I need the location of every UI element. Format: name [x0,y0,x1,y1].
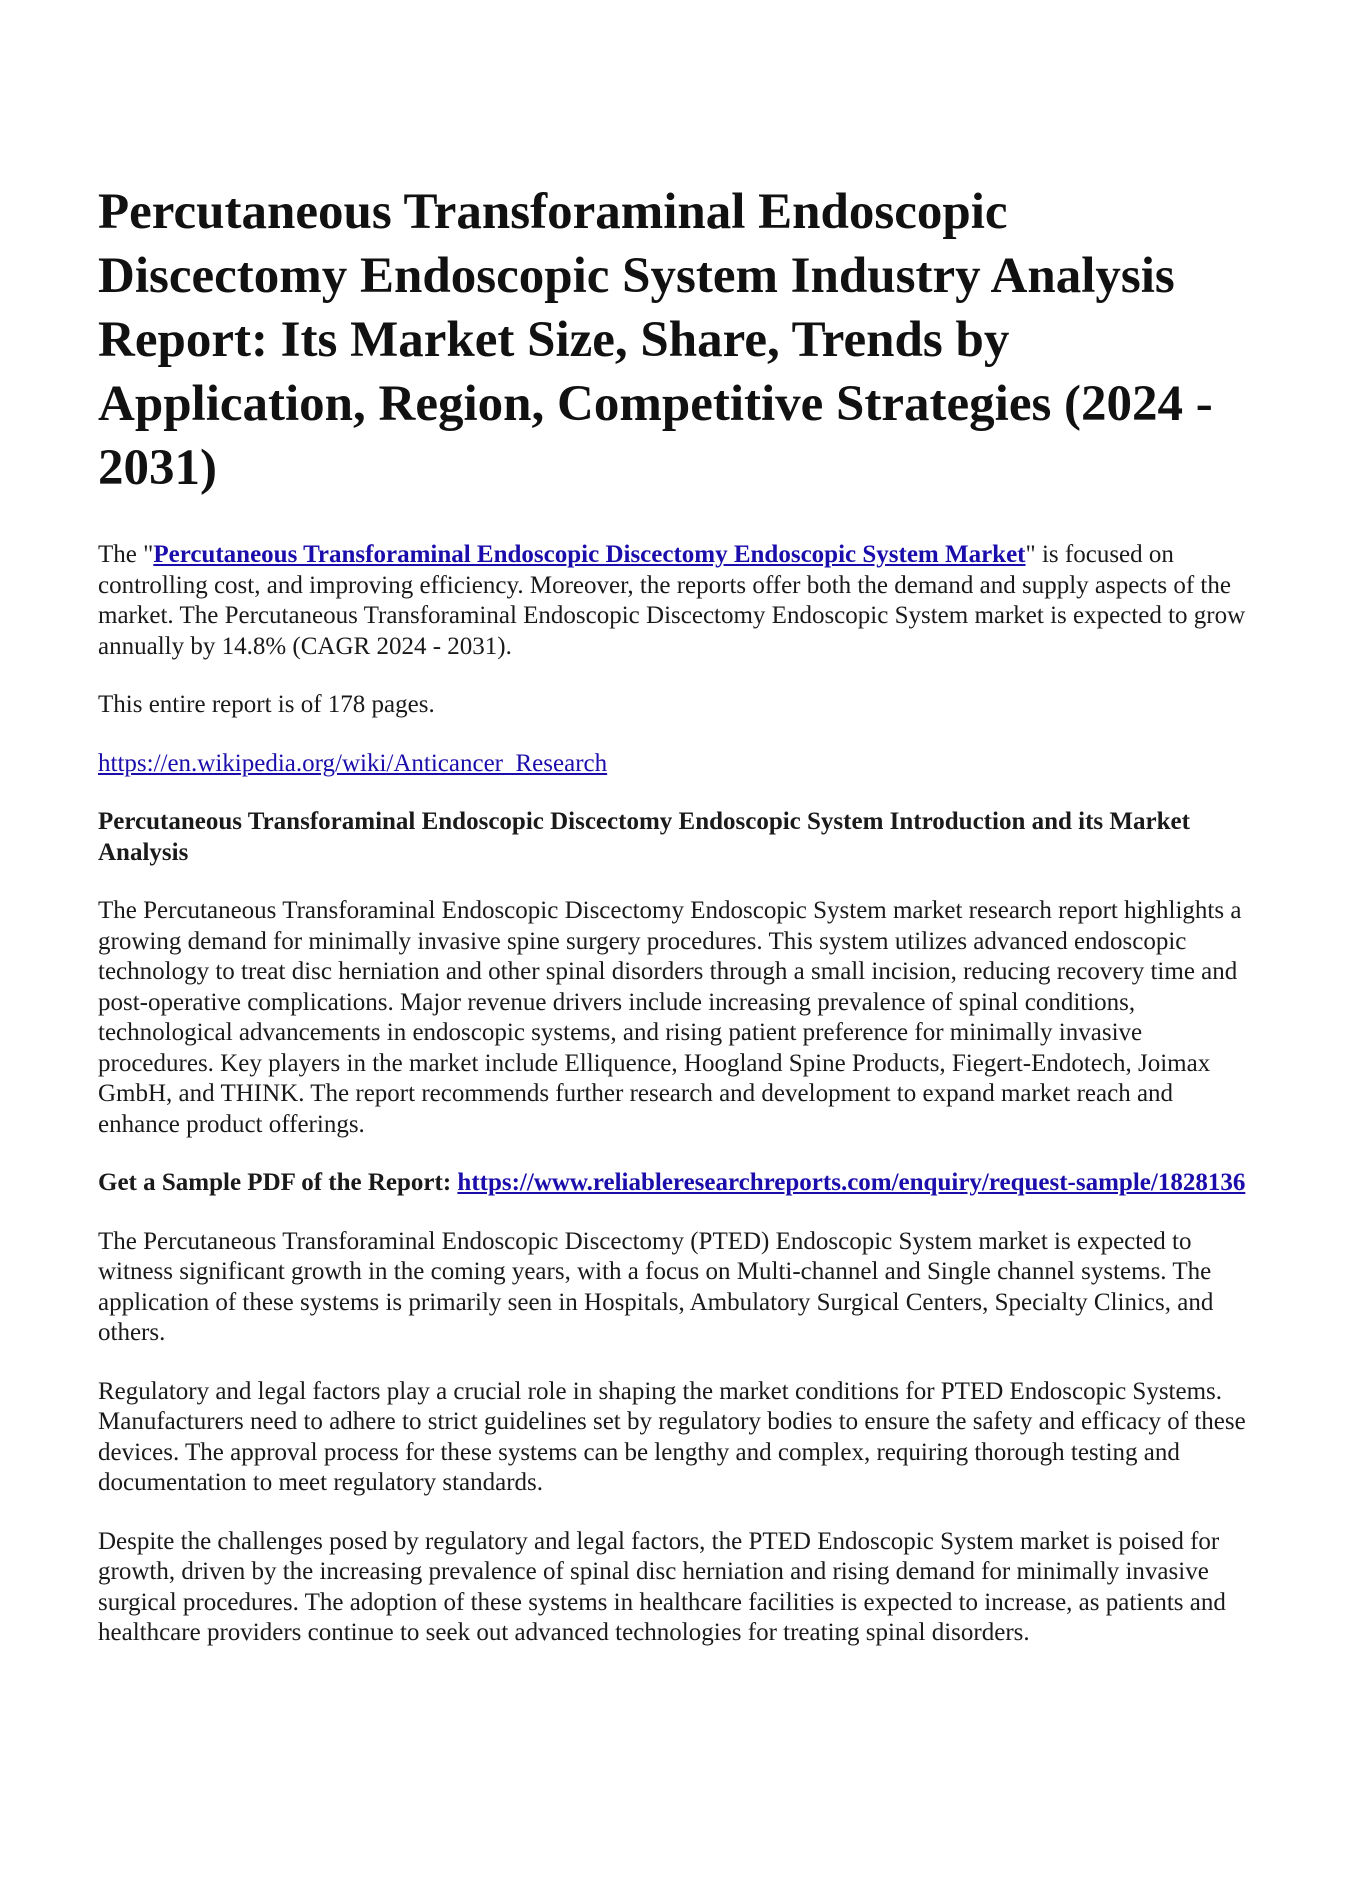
sample-pdf-link[interactable]: https://www.reliableresearchreports.com/enquiry/request-sample/1828136 [457,1169,1246,1196]
body-paragraph-regulatory: Regulatory and legal factors play a crucial role in shaping the market conditions for PTED Endoscopic Systems. Manufacturers need to adhere to strict guidelines set by regulatory bodies to ensure the safety and efficacy of these devices. The approval process for these systems can be lengthy and complex, requiring thorough testing and documentation to meet regulatory standards. [98,1377,1246,1496]
section-heading: Percutaneous Transforaminal Endoscopic Discectomy Endoscopic System Introduction and its Market Analysis [98,808,1190,866]
body-paragraph-segments: The Percutaneous Transforaminal Endoscopic Discectomy (PTED) Endoscopic System market is expected to witness significant growth in the coming years, with a focus on Multi-channel and Single channel systems. The application of these systems is primarily seen in Hospitals, Ambulatory Surgical Centers, Specialty Clinics, and others. [98,1227,1214,1346]
wiki-link-paragraph [98,749,1258,780]
sample-pdf-label: Get a Sample PDF of the Report: [98,1169,458,1196]
intro-paragraph [98,540,1258,662]
wikipedia-link[interactable]: https://en.wikipedia.org/wiki/Anticancer_Research [98,749,608,777]
page-title: Percutaneous Transforaminal Endoscopic Discectomy Endoscopic System Industry Analysis Report: Its Market Size, Share, Trends by Application, Region, Competitive Strategies (2024 - 2031) [98,184,1213,496]
document-page [98,180,1258,1677]
sample-pdf-paragraph [98,1168,1258,1199]
intro-prefix: The " [98,541,154,568]
pages-note: This entire report is of 178 pages. [98,691,435,718]
intro-suffix: " is focused on controlling cost, and improving efficiency. Moreover, the reports offer both the demand and supply aspects of the market. The Percutaneous Transforaminal Endoscopic Discectomy Endoscopic System market is expected to grow annually by 14.8% (CAGR 2024 - 2031). [98,541,1246,660]
market-report-link[interactable]: Percutaneous Transforaminal Endoscopic Discectomy Endoscopic System Market [153,541,1026,568]
body-paragraph-growth: Despite the challenges posed by regulatory and legal factors, the PTED Endoscopic System market is poised for growth, driven by the increasing prevalence of spinal disc herniation and rising demand for minimally invasive surgical procedures. The adoption of these systems in healthcare facilities is expected to increase, as patients and healthcare providers continue to seek out advanced technologies for treating spinal disorders. [98,1527,1226,1646]
analysis-paragraph: The Percutaneous Transforaminal Endoscopic Discectomy Endoscopic System market research report highlights a growing demand for minimally invasive spine surgery procedures. This system utilizes advanced endoscopic technology to treat disc herniation and other spinal disorders through a small incision, reducing recovery time and post-operative complications. Major revenue drivers include increasing prevalence of spinal conditions, technological advancements in endoscopic systems, and rising patient preference for minimally invasive procedures. Key players in the market include Elliquence, Hoogland Spine Products, Fiegert-Endotech, Joimax GmbH, and THINK. The report recommends further research and development to expand market reach and enhance product offerings. [98,897,1242,1138]
